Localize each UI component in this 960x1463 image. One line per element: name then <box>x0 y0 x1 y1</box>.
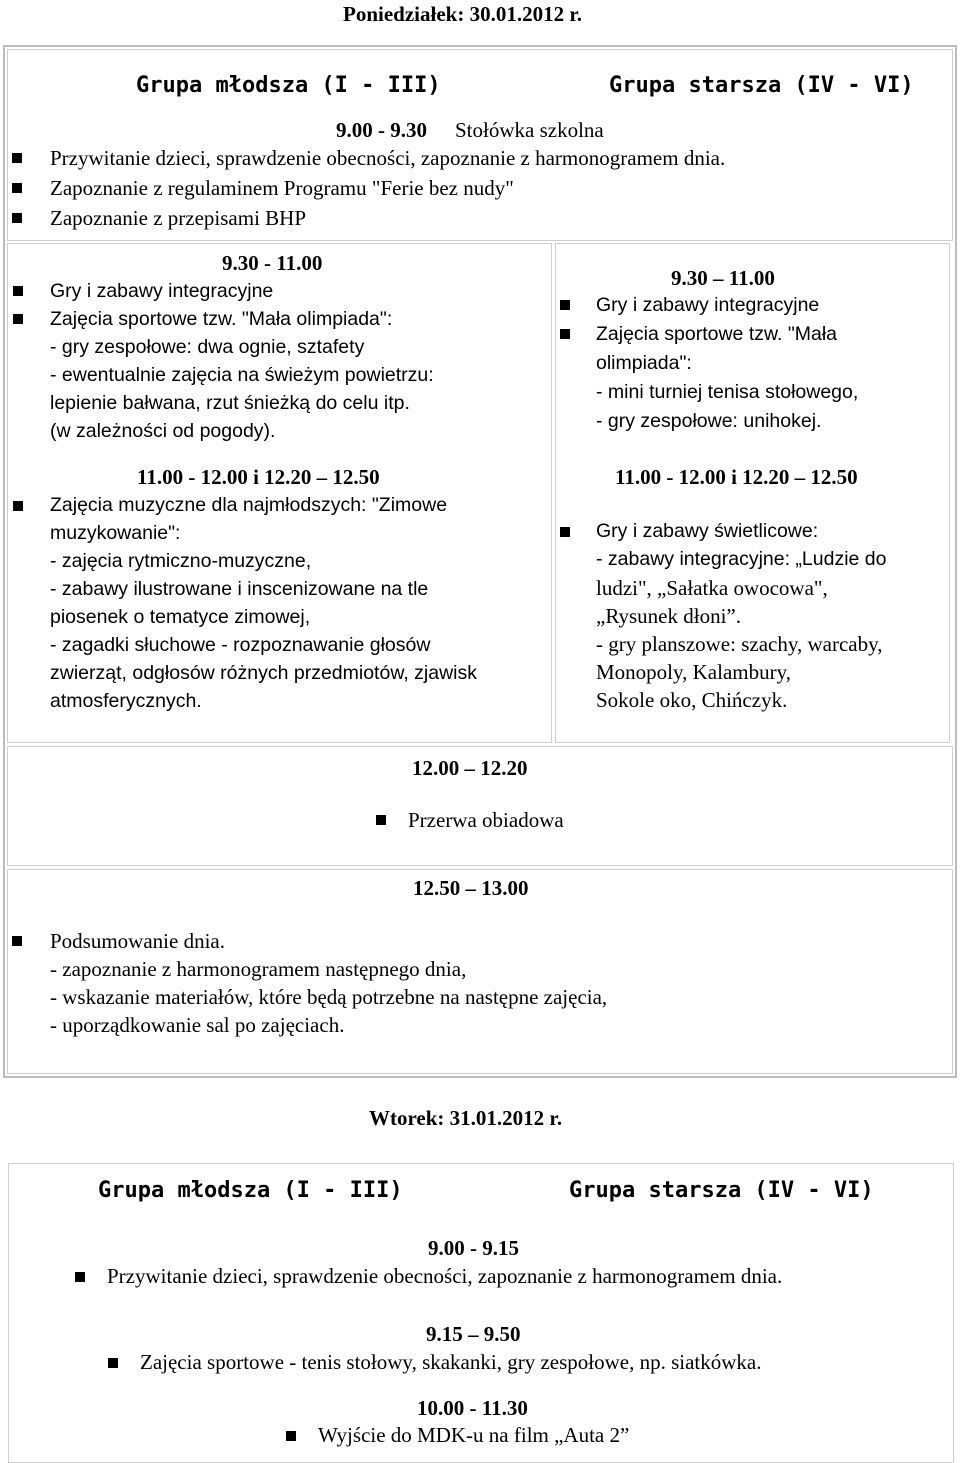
bullet-icon <box>13 314 23 324</box>
day1-old-mid-line-4: „Rysunek dłoni”. <box>596 604 741 628</box>
bullet-icon <box>108 1358 118 1368</box>
day1-summary-line-2: - zapoznanie z harmonogramem następnego dnia, <box>50 957 467 981</box>
day1-young-am-line-6: (w zależności od pogody). <box>50 420 276 442</box>
day1-old-am-item-1: Gry i zabawy integracyjne <box>596 294 820 316</box>
day1-s1-place: Stołówka szkolna <box>455 118 604 142</box>
day1-young-mid-line-6: - zagadki słuchowe - rozpoznawanie głosów <box>50 634 431 656</box>
day1-young-am-time: 9.30 - 11.00 <box>222 251 323 275</box>
day1-young-am-line-3: - gry zespołowe: dwa ognie, sztafety <box>50 336 365 358</box>
day2-s2-item: Zajęcia sportowe - tenis stołowy, skakanki, gry zespołowe, np. siatkówka. <box>140 1350 762 1374</box>
day1-young-mid-line-2: muzykowanie": <box>50 522 181 544</box>
bullet-icon <box>560 527 570 537</box>
day1-s1-time: 9.00 - 9.30 <box>336 118 427 142</box>
day2-s3-item: Wyjście do MDK-u na film „Auta 2” <box>318 1423 630 1447</box>
day1-old-mid-line-6: Monopoly, Kalambury, <box>596 660 791 684</box>
bullet-icon <box>12 936 22 946</box>
bullet-icon <box>13 286 23 296</box>
day1-young-mid-line-5: piosenek o tematyce zimowej, <box>50 606 311 628</box>
day1-young-mid-line-8: atmosferycznych. <box>50 690 202 712</box>
day1-old-am-line-3: olimpiada": <box>596 352 692 374</box>
day1-young-am-item-2: Zajęcia sportowe tzw. "Mała olimpiada": <box>50 308 393 330</box>
day2-group-young-heading: Grupa młodsza (I - III) <box>98 1178 403 1203</box>
bullet-icon <box>75 1272 85 1282</box>
day1-summary-line-3: - wskazanie materiałów, które będą potrzebne na następne zajęcia, <box>50 985 608 1009</box>
day1-old-mid-line-5: - gry planszowe: szachy, warcaby, <box>596 632 883 656</box>
day1-old-am-time: 9.30 – 11.00 <box>671 266 775 290</box>
day1-young-mid-line-3: - zajęcia rytmiczno-muzyczne, <box>50 550 312 572</box>
bullet-icon <box>12 213 22 223</box>
day2-s3-time: 10.00 - 11.30 <box>417 1396 528 1420</box>
bullet-icon <box>286 1431 296 1441</box>
bullet-icon <box>13 501 23 511</box>
day1-old-am-line-5: - gry zespołowe: unihokej. <box>596 410 822 432</box>
bullet-icon <box>376 815 386 825</box>
day1-young-am-item-1: Gry i zabawy integracyjne <box>50 280 274 302</box>
day1-young-mid-line-4: - zabawy ilustrowane i inscenizowane na tle <box>50 578 429 600</box>
bullet-icon <box>12 183 22 193</box>
day1-title: Poniedziałek: 30.01.2012 r. <box>343 2 582 26</box>
day2-s1-time: 9.00 - 9.15 <box>428 1236 519 1260</box>
bullet-icon <box>560 329 570 339</box>
day1-group-young-heading: Grupa młodsza (I - III) <box>136 73 441 98</box>
day2-group-old-heading: Grupa starsza (IV - VI) <box>569 1178 874 1203</box>
day1-group-old-heading: Grupa starsza (IV - VI) <box>609 73 914 98</box>
day1-summary-item-1: Podsumowanie dnia. <box>50 929 225 953</box>
day1-summary-line-4: - uporządkowanie sal po zajęciach. <box>50 1013 345 1037</box>
day2-s2-time: 9.15 – 9.50 <box>426 1322 521 1346</box>
day1-old-mid-line-2: - zabawy integracyjne: „Ludzie do <box>596 548 887 570</box>
day1-young-mid-line-7: zwierząt, odgłosów różnych przedmiotów, zjawisk <box>50 662 478 684</box>
day1-young-am-line-4: - ewentualnie zajęcia na świeżym powietrzu: <box>50 364 434 386</box>
day1-lunch-time: 12.00 – 12.20 <box>412 756 528 780</box>
day1-s1-item-1: Przywitanie dzieci, sprawdzenie obecności, zapoznanie z harmonogramem dnia. <box>50 146 726 170</box>
day2-s1-item: Przywitanie dzieci, sprawdzenie obecności, zapoznanie z harmonogramem dnia. <box>107 1264 783 1288</box>
day1-old-mid-line-7: Sokole oko, Chińczyk. <box>596 688 788 712</box>
day1-s1-item-2: Zapoznanie z regulaminem Programu "Ferie bez nudy" <box>50 176 514 200</box>
day1-young-mid-item-1: Zajęcia muzyczne dla najmłodszych: "Zimowe <box>50 494 448 516</box>
day1-young-am-line-5: lepienie bałwana, rzut śnieżką do celu itp. <box>50 392 410 414</box>
day1-lunch-item: Przerwa obiadowa <box>408 808 564 832</box>
day1-old-mid-time: 11.00 - 12.00 i 12.20 – 12.50 <box>615 465 858 489</box>
day1-old-mid-item-1: Gry i zabawy świetlicowe: <box>596 520 819 542</box>
day1-old-am-line-4: - mini turniej tenisa stołowego, <box>596 381 859 403</box>
day2-title: Wtorek: 31.01.2012 r. <box>369 1106 563 1130</box>
day1-summary-time: 12.50 – 13.00 <box>413 876 529 900</box>
bullet-icon <box>12 153 22 163</box>
day1-young-mid-time: 11.00 - 12.00 i 12.20 – 12.50 <box>137 465 380 489</box>
day1-old-am-item-2: Zajęcia sportowe tzw. "Mała <box>596 323 838 345</box>
bullet-icon <box>560 300 570 310</box>
day1-old-mid-line-3: ludzi", „Sałatka owocowa", <box>596 576 828 600</box>
day1-s1-item-3: Zapoznanie z przepisami BHP <box>50 206 306 230</box>
